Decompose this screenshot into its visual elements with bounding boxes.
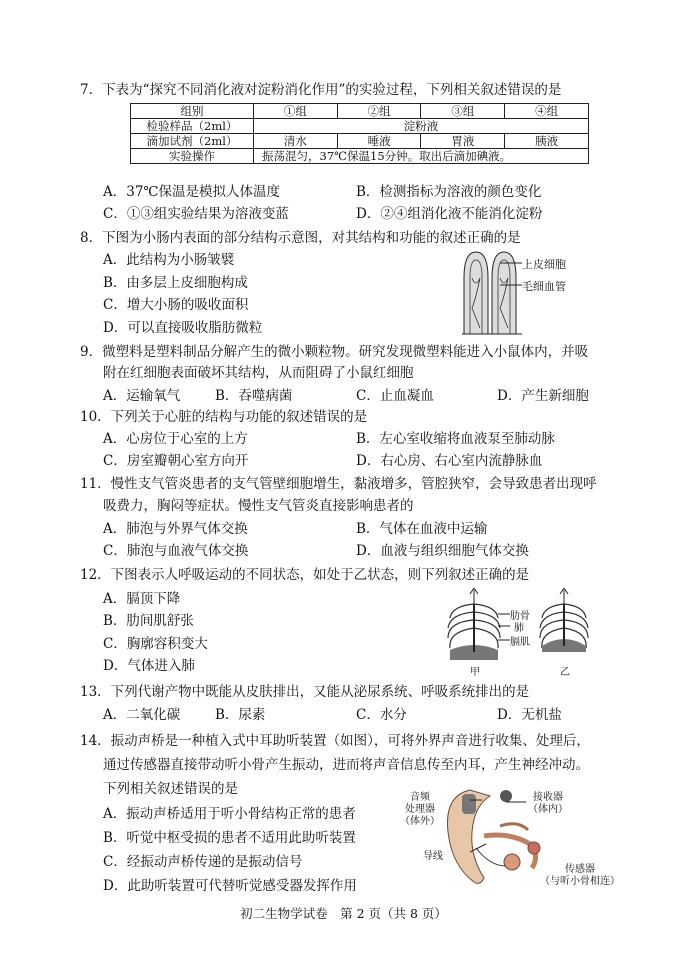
q14-option-a[interactable]: A．振动声桥适用于听小骨结构正常的患者 (103, 806, 356, 822)
q10-option-c[interactable]: C．房室瓣朝心室方向开 (103, 453, 249, 469)
q14-line2: 通过传感器直接带动听小骨产生振动，进而将声音信息传至内耳，产生神经冲动。 (103, 757, 589, 773)
q8-option-a[interactable]: A．此结构为小肠皱襞 (103, 252, 235, 268)
q12-stem: 12．下图表示人呼吸运动的不同状态，如处于乙状态，则下列叙述正确的是 (80, 567, 530, 583)
q10-option-b[interactable]: B．左心室收缩将血液泵至肺动脉 (356, 431, 555, 447)
q14-line3: 下列相关叙述错误的是 (103, 781, 238, 797)
table-cell: ③组 (421, 104, 505, 119)
q12-option-a[interactable]: A．膈顶下降 (103, 591, 181, 607)
table-cell: 检验样品（2ml） (131, 119, 254, 134)
q7-option-c[interactable]: C．①③组实验结果为溶液变蓝 (103, 206, 289, 222)
label-receiver: 接收器 （体内） (528, 792, 568, 815)
q13-option-c[interactable]: C．水分 (356, 707, 407, 723)
label-wire: 导线 (423, 851, 443, 862)
q9-option-c[interactable]: C．止血凝血 (356, 388, 434, 404)
q7-option-d[interactable]: D．②④组消化液不能消化淀粉 (356, 206, 543, 222)
table-cell: 组别 (131, 104, 254, 119)
q13-option-b[interactable]: B．尿素 (215, 707, 266, 723)
table-cell: 滴加试剂（2ml） (131, 134, 254, 149)
q13-option-a[interactable]: A．二氧化碳 (103, 707, 181, 723)
table-cell: 淀粉液 (254, 119, 589, 134)
q10-option-a[interactable]: A．心房位于心室的上方 (103, 431, 248, 447)
q8-option-b[interactable]: B．由多层上皮细胞构成 (103, 275, 248, 291)
label-rib: 肋骨 (510, 611, 530, 622)
q11-option-c[interactable]: C．肺泡与血液气体交换 (103, 543, 249, 559)
table-cell: ①组 (254, 104, 338, 119)
label-epithelial-cell: 上皮细胞 (522, 258, 566, 271)
q8-option-c[interactable]: C．增大小肠的吸收面积 (103, 297, 249, 313)
table-cell: 实验操作 (131, 149, 254, 164)
q11-line1: 11．慢性支气管炎患者的支气管壁细胞增生，黏液增多，管腔狭窄，会导致患者出现呼 (80, 476, 597, 492)
table-row (131, 104, 589, 119)
q7-option-a[interactable]: A．37℃保温是模拟人体温度 (103, 184, 281, 200)
q10-stem: 10．下列关于心脏的结构与功能的叙述错误的是 (80, 409, 368, 425)
q14-option-c[interactable]: C．经振动声桥传递的是振动信号 (103, 854, 303, 870)
table-cell: 清水 (254, 134, 338, 149)
q14-option-d[interactable]: D．此助听装置可代替听觉感受器发挥作用 (103, 878, 357, 894)
q13-option-d[interactable]: D．无机盐 (497, 707, 562, 723)
table-cell: 振荡混匀，37℃保温15分钟。取出后滴加碘液。 (254, 149, 589, 164)
q9-line1: 9．微塑料是塑料制品分解产生的微小颗粒物。研究发现微塑料能进入小鼠体内，并吸 (80, 344, 589, 360)
q10-option-d[interactable]: D．右心房、右心室内流静脉血 (356, 453, 543, 469)
q11-option-a[interactable]: A．肺泡与外界气体交换 (103, 521, 248, 537)
experiment-table (130, 103, 589, 164)
q14-line1: 14．振动声桥是一种植入式中耳助听装置（如图），可将外界声音进行收集、处理后， (80, 733, 590, 749)
q9-option-b[interactable]: B．吞噬病菌 (215, 388, 293, 404)
table-row (131, 134, 589, 149)
q13-stem: 13．下列代谢产物中既能从皮肤排出，又能从泌尿系统、呼吸系统排出的是 (80, 684, 530, 700)
q7-stem: 7．下表为“探究不同消化液对淀粉消化作用”的实验过程，下列相关叙述错误的是 (80, 82, 562, 98)
table-cell: ④组 (505, 104, 589, 119)
label-sensor: 传感器 （与听小骨相连） (540, 864, 620, 887)
table-cell: 胰液 (505, 134, 589, 149)
table-row (131, 119, 589, 134)
label-lung: 肺 (514, 623, 524, 634)
label-capillary: 毛细血管 (522, 280, 566, 293)
q9-line2: 附在红细胞表面破坏其结构，从而阻碍了小鼠红细胞 (103, 365, 414, 381)
q9-option-d[interactable]: D．产生新细胞 (497, 388, 589, 404)
label-audio-processor: 音频 处理器 （体外） (400, 792, 440, 827)
table-row (131, 149, 589, 164)
q8-option-d[interactable]: D．可以直接吸收脂肪微粒 (103, 320, 263, 336)
label-diaphragm: 膈肌 (510, 637, 530, 648)
q14-option-b[interactable]: B．听觉中枢受损的患者不适用此助听装置 (103, 830, 356, 846)
caption-jia: 甲 (470, 667, 480, 678)
q12-option-d[interactable]: D．气体进入肺 (103, 658, 195, 674)
q12-option-b[interactable]: B．肋间肌舒张 (103, 613, 194, 629)
q11-line2: 吸费力，胸闷等症状。慢性支气管炎直接影响患者的 (103, 498, 414, 514)
q7-option-b[interactable]: B．检测指标为溶液的颜色变化 (356, 184, 542, 200)
q11-option-b[interactable]: B．气体在血液中运输 (356, 521, 488, 537)
q11-option-d[interactable]: D．血液与组织细胞气体交换 (356, 543, 529, 559)
q8-stem: 8．下图为小肠内表面的部分结构示意图，对其结构和功能的叙述正确的是 (80, 230, 521, 246)
q12-option-c[interactable]: C．胸廓容积变大 (103, 636, 208, 652)
page-footer: 初二生物学试卷 第 2 页（共 8 页） (240, 906, 447, 921)
caption-yi: 乙 (560, 667, 570, 678)
table-cell: 唾液 (337, 134, 421, 149)
table-cell: ②组 (337, 104, 421, 119)
table-cell: 胃液 (421, 134, 505, 149)
q9-option-a[interactable]: A．运输氧气 (103, 388, 181, 404)
